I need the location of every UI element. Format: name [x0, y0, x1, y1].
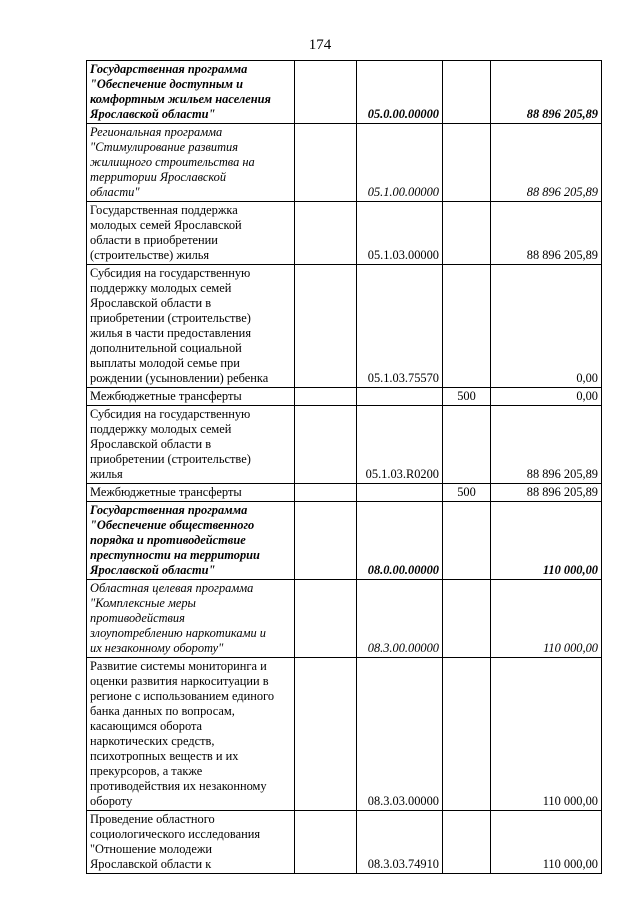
row-name-line: противодействия их незаконному — [90, 779, 267, 793]
row-name-line: психотропных веществ и их — [90, 749, 239, 763]
row-name-line: молодых семей Ярославской — [90, 218, 242, 232]
row-name-line: "Отношение молодежи — [90, 842, 213, 856]
row-empty-cell — [295, 406, 357, 484]
row-name-line: Межбюджетные трансферты — [90, 389, 242, 403]
row-code-cell: 05.1.03.75570 — [357, 265, 443, 388]
row-empty-cell — [295, 484, 357, 502]
row-name-line: Государственная поддержка — [90, 203, 238, 217]
row-expense-type-cell: 500 — [443, 484, 491, 502]
row-name-line: касающимся оборота — [90, 719, 203, 733]
row-name-line: социологического исследования — [90, 827, 261, 841]
row-code-cell: 08.0.00.00000 — [357, 502, 443, 580]
row-empty-cell — [295, 502, 357, 580]
row-code-cell — [357, 388, 443, 406]
row-name-line: Государственная программа — [90, 62, 248, 76]
row-name-cell — [87, 124, 295, 202]
row-name-line: Ярославской области в — [90, 437, 212, 451]
row-name-line: "Комплексные меры — [90, 596, 196, 610]
row-empty-cell — [295, 265, 357, 388]
row-name-line: приобретении (строительстве) — [90, 452, 251, 466]
row-code-cell: 08.3.00.00000 — [357, 580, 443, 658]
row-name-line: противодействия — [90, 611, 185, 625]
row-name-line: преступности на территории — [90, 548, 260, 562]
row-name-cell — [87, 61, 295, 124]
table-row — [87, 658, 602, 811]
row-empty-cell — [295, 202, 357, 265]
row-name-line: жилья — [90, 467, 123, 481]
row-amount-cell: 110 000,00 — [491, 580, 602, 658]
row-name-line: "Обеспечение доступным и — [90, 77, 243, 91]
row-amount-cell: 0,00 — [491, 388, 602, 406]
row-expense-type-cell — [443, 406, 491, 484]
row-amount-cell: 88 896 205,89 — [491, 484, 602, 502]
table-row — [87, 124, 602, 202]
row-name-cell — [87, 406, 295, 484]
row-name-line: обороту — [90, 794, 133, 808]
row-name-line: Развитие системы мониторинга и — [90, 659, 267, 673]
table-row — [87, 406, 602, 484]
row-name-cell — [87, 388, 295, 406]
row-name-line: регионе с использованием единого — [90, 689, 275, 703]
row-name-line: жилищного строительства на — [90, 155, 255, 169]
row-expense-type-cell — [443, 658, 491, 811]
row-expense-type-cell — [443, 202, 491, 265]
row-amount-cell: 0,00 — [491, 265, 602, 388]
row-name-line: области в приобретении — [90, 233, 218, 247]
row-code-cell — [357, 484, 443, 502]
row-name-line: рождении (усыновлении) ребенка — [90, 371, 269, 385]
row-name-line: Субсидия на государственную — [90, 407, 251, 421]
row-expense-type-cell: 500 — [443, 388, 491, 406]
row-amount-cell: 110 000,00 — [491, 811, 602, 874]
row-name-line: Ярославской области к — [90, 857, 212, 871]
row-name-line: злоупотреблению наркотиками и — [90, 626, 266, 640]
row-name-line: Областная целевая программа — [90, 581, 254, 595]
table-row — [87, 484, 602, 502]
row-empty-cell — [295, 388, 357, 406]
row-name-line: "Обеспечение общественного — [90, 518, 255, 532]
row-amount-cell: 88 896 205,89 — [491, 406, 602, 484]
row-empty-cell — [295, 811, 357, 874]
row-code-cell: 05.1.03.R0200 — [357, 406, 443, 484]
row-name-line: выплаты молодой семье при — [90, 356, 240, 370]
row-name-line: Межбюджетные трансферты — [90, 485, 242, 499]
table-row — [87, 388, 602, 406]
row-name-line: комфортным жильем населения — [90, 92, 271, 106]
row-code-cell: 08.3.03.00000 — [357, 658, 443, 811]
table-row — [87, 61, 602, 124]
row-name-line: Ярославской области" — [90, 107, 216, 121]
row-name-line: Государственная программа — [90, 503, 248, 517]
row-name-line: области" — [90, 185, 140, 199]
row-amount-cell: 88 896 205,89 — [491, 202, 602, 265]
row-name-cell — [87, 580, 295, 658]
row-expense-type-cell — [443, 580, 491, 658]
row-name-cell — [87, 658, 295, 811]
row-expense-type-cell — [443, 502, 491, 580]
row-name-line: банка данных по вопросам, — [90, 704, 235, 718]
row-name-line: порядка и противодействие — [90, 533, 246, 547]
row-name-cell — [87, 202, 295, 265]
row-name-line: оценки развития наркоситуации в — [90, 674, 269, 688]
row-expense-type-cell — [443, 61, 491, 124]
row-name-line: территории Ярославской — [90, 170, 227, 184]
row-code-cell: 05.1.03.00000 — [357, 202, 443, 265]
row-name-line: наркотических средств, — [90, 734, 215, 748]
budget-table-body — [87, 61, 602, 874]
row-expense-type-cell — [443, 265, 491, 388]
row-amount-cell: 88 896 205,89 — [491, 61, 602, 124]
row-name-line: Субсидия на государственную — [90, 266, 251, 280]
row-name-line: Ярославской области" — [90, 563, 216, 577]
row-empty-cell — [295, 658, 357, 811]
row-name-line: приобретении (строительстве) — [90, 311, 251, 325]
row-name-line: прекурсоров, а также — [90, 764, 203, 778]
row-name-line: (строительстве) жилья — [90, 248, 210, 262]
row-name-cell — [87, 502, 295, 580]
row-amount-cell: 88 896 205,89 — [491, 124, 602, 202]
table-row — [87, 265, 602, 388]
budget-table — [86, 60, 602, 874]
row-name-line: их незаконному обороту" — [90, 641, 224, 655]
row-name-line: дополнительной социальной — [90, 341, 242, 355]
row-empty-cell — [295, 124, 357, 202]
row-code-cell: 05.1.00.00000 — [357, 124, 443, 202]
row-name-cell — [87, 265, 295, 388]
row-code-cell: 08.3.03.74910 — [357, 811, 443, 874]
row-name-line: жилья в части предоставления — [90, 326, 252, 340]
row-expense-type-cell — [443, 811, 491, 874]
row-code-cell: 05.0.00.00000 — [357, 61, 443, 124]
row-name-line: поддержку молодых семей — [90, 281, 232, 295]
table-row — [87, 580, 602, 658]
page-number: 174 — [308, 37, 332, 53]
row-name-line: Региональная программа — [90, 125, 223, 139]
row-expense-type-cell — [443, 124, 491, 202]
row-amount-cell: 110 000,00 — [491, 502, 602, 580]
table-row — [87, 811, 602, 874]
row-name-line: Ярославской области в — [90, 296, 212, 310]
row-name-line: Проведение областного — [90, 812, 215, 826]
row-empty-cell — [295, 61, 357, 124]
row-amount-cell: 110 000,00 — [491, 658, 602, 811]
row-name-cell — [87, 484, 295, 502]
row-name-line: поддержку молодых семей — [90, 422, 232, 436]
table-row — [87, 502, 602, 580]
row-empty-cell — [295, 580, 357, 658]
table-row — [87, 202, 602, 265]
row-name-cell — [87, 811, 295, 874]
row-name-line: "Стимулирование развития — [90, 140, 238, 154]
